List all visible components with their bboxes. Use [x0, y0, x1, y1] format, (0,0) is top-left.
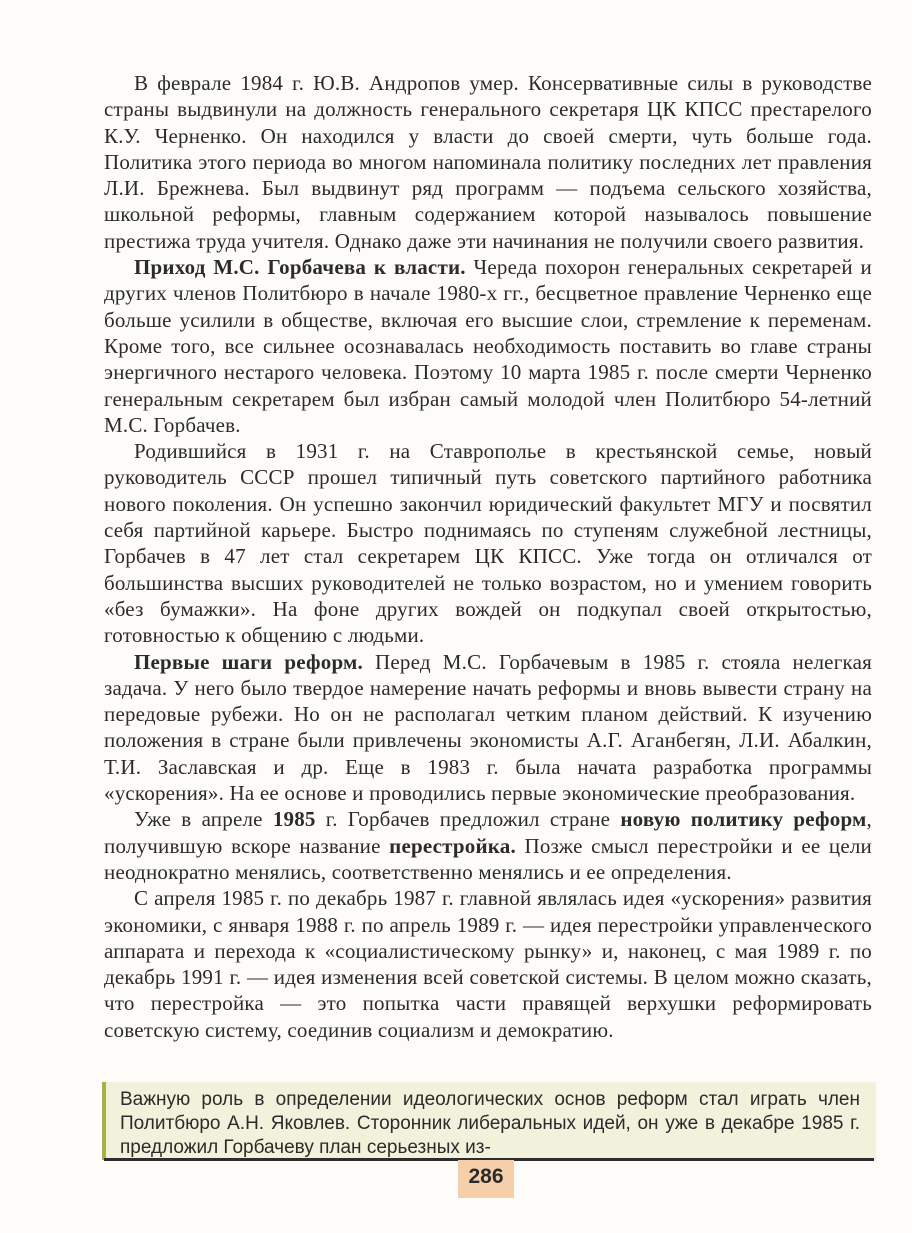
main-text — [104, 70, 872, 1043]
paragraph-text: С апреля 1985 г. по декабрь 1987 г. главной являлась идея «ускорения» развития экономики, с января 1988 г. по апрель 1989 г. — идея перестройки управленческого аппарата и перехода к «социалистическому рынку» и, наконец, с мая 1989 г. по декабрь 1991 г. — идея изменения всей советской системы. В целом можно сказать, что перестройка — это попытка части правящей верхушки реформировать советскую систему, соединив социализм и демократию. — [104, 886, 872, 1042]
paragraph-perestroika-stages — [104, 885, 872, 1043]
paragraph-first-reforms — [104, 649, 872, 807]
paragraph-text: Уже в апреле — [134, 807, 273, 832]
paragraph-text: , получившую вскоре название — [104, 807, 872, 858]
paragraph-perestroika — [104, 806, 872, 885]
sidebar-box — [102, 1082, 876, 1160]
paragraph-text: Позже смысл перестройки и ее цели неоднократно менялись, соответственно менялись и ее определения. — [104, 833, 872, 884]
paragraph-text: Перед М.С. Горбачевым в 1985 г. стояла нелегкая задача. У него было твердое намерение начать реформы и вновь вывести страну на передовые рубежи. Но он не располагал четким планом действий. К изучению положения в стране были привлечены экономисты А.Г. Аганбегян, Л.И. Абалкин, Т.И. Заславская и др. Еще в 1983 г. была начата разработка программы «ускорения». На ее основе и проводились первые экономические преобразования. — [104, 649, 872, 806]
bold-year: 1985 — [272, 807, 316, 832]
sidebar-text: Важную роль в определении идеологических основ реформ стал играть член Политбюро А.Н. Яковлев. Сторонник либеральных идей, он уже в декабре 1985 г. предложил Горбачеву план серьезных из- — [120, 1089, 860, 1158]
paragraph-text: Череда похорон генеральных секретарей и других членов Политбюро в начале 1980-х гг., бесцветное правление Черненко еще больше усилили в обществе, включая его высшие слои, стремление к переменам. Кроме того, все сильнее осознавалась необходимость поставить во главе страны энергичного нестарого человека. Поэтому 10 марта 1985 г. после смерти Черненко генеральным секретарем был избран самый молодой член Политбюро 54-летний М.С. Горбачев. — [104, 255, 872, 437]
paragraph-text: Родившийся в 1931 г. на Ставрополье в крестьянской семье, новый руководитель СССР прошел типичный путь советского партийного работника нового поколения. Он успешно закончил юридический факультет МГУ и посвятил себя партийной карьере. Быстро поднимаясь по ступеням служебной лестницы, Горбачев в 47 лет стал секретарем ЦК КПСС. Уже тогда он отличался от большинства высших руководителей не только возрастом, но и умением говорить «без бумажки». На фоне других вождей он подкупал своей открытостью, готовностью к общению с людьми. — [104, 439, 872, 648]
paragraph-text: В феврале 1984 г. Ю.В. Андропов умер. Консервативные силы в руководстве страны выдвинули на должность генерального секретаря ЦК КПСС престарелого К.У. Черненко. Он находился у власти до своей смерти, чуть больше года. Политика этого периода во многом напоминала политику последних лет правления Л.И. Брежнева. Был выдвинут ряд программ — подъема сельского хозяйства, школьной реформы, главным содержанием которой называлось повышение престижа труда учителя. Однако даже эти начинания не получили своего развития. — [104, 71, 872, 253]
section-heading-gorbachev-rise: Приход М.С. Горбачева к власти. — [134, 255, 466, 280]
paragraph-gorbachev-biography — [104, 438, 872, 648]
paragraph-andropov-death — [104, 70, 872, 254]
section-heading-first-reforms: Первые шаги реформ. — [134, 649, 363, 674]
key-term-new-policy: новую политику реформ — [620, 807, 867, 832]
paragraph-gorbachev-rise — [104, 254, 872, 438]
key-term-perestroika: перестройка. — [389, 833, 516, 858]
paragraph-text: г. Горбачев предложил стране — [315, 807, 621, 832]
page-number: 286 — [458, 1160, 514, 1198]
